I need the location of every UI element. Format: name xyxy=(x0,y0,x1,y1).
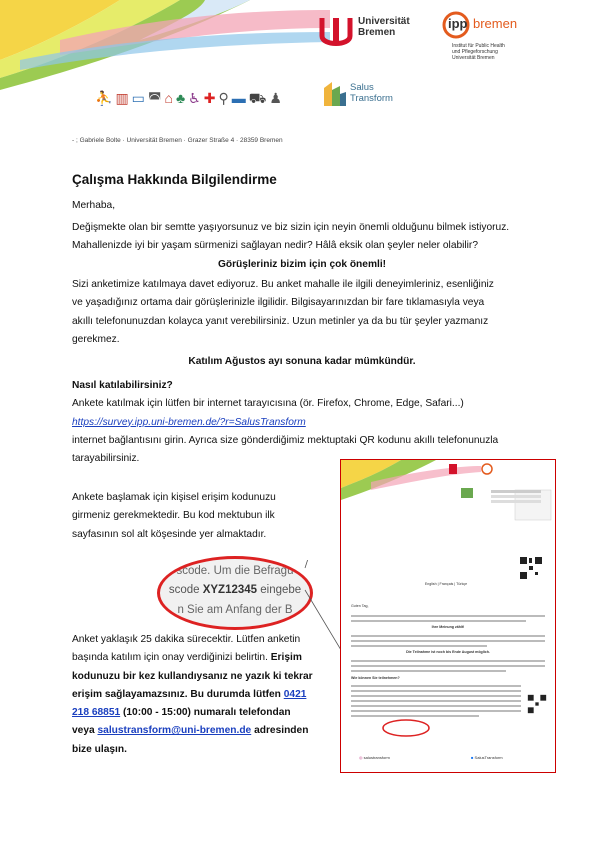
ipp-bremen-logo xyxy=(440,10,560,70)
contact-email-link[interactable]: salustransform@uni-bremen.de xyxy=(97,725,252,737)
duration-line-6-suffix: adresinden xyxy=(251,725,309,737)
intro-paragraph xyxy=(72,219,532,274)
ipp-name: ipp xyxy=(448,16,468,31)
people-icon: ⛹ xyxy=(95,90,113,106)
duration-line-3: kodunuzu bir kez kullandıysanız ne yazık ki tekrar xyxy=(72,670,313,682)
thumb-qr-code-2-icon xyxy=(527,694,547,714)
thumb-body-lines-4 xyxy=(351,682,521,720)
duration-line-5: (10:00 - 15:00) numaralı telefondan xyxy=(120,707,291,719)
uni-name-line-2: Bremen xyxy=(358,27,396,38)
deadline-statement: Katılım Ağustos ayı sonuna kadar mümkündür. xyxy=(188,356,416,367)
thumb-greeting: Guten Tag, xyxy=(351,604,369,608)
uni-bremen-emblem-icon xyxy=(318,14,354,52)
instagram-icon: ◎ xyxy=(359,755,363,760)
thumb-qr-code-icon xyxy=(519,556,543,580)
duration-line-7: bize ulaşın. xyxy=(72,743,127,755)
invitation-line-4: gerekmez. xyxy=(72,333,120,345)
thumb-center-1: Ihre Meinung zählt! xyxy=(431,625,465,629)
salus-transform-logo xyxy=(322,80,432,110)
thumb-facebook-handle xyxy=(471,756,503,760)
thumb-body-lines-1 xyxy=(351,612,545,625)
thumb-highlight-ellipse xyxy=(381,718,431,738)
opinion-statement: Görüşleriniz bizim için çok önemli! xyxy=(217,258,387,270)
thumb-how-heading: Wie können Sie teilnehmen? xyxy=(351,676,400,680)
train-icon: ▬ xyxy=(231,90,246,106)
activity-icons-row xyxy=(95,68,282,106)
how-to-line-2: internet bağlantısını girin. Ayrıca size gönderdiğimiz mektuptaki QR kodunu akıllı telefonunuzla xyxy=(72,434,499,446)
zoom-access-code: XYZ12345 xyxy=(202,584,258,596)
access-code-line-1: Ankete başlamak için kişisel erişim kodunuzu xyxy=(72,492,276,503)
ipp-name-bremen: bremen xyxy=(473,16,518,31)
duration-line-1: Anket yaklaşık 25 dakika sürecektir. Lütfen anketin xyxy=(72,634,301,645)
intro-line-2: Mahallenizde iyi bir yaşam sürmenizi sağlayan nedir? Hâlâ eksik olan şeyler neler olabilir? xyxy=(72,240,478,252)
thumb-instagram-handle xyxy=(359,756,390,760)
walker-icon: ♿ xyxy=(188,90,201,106)
building-icon: ▥ xyxy=(115,90,129,106)
access-code-paragraph xyxy=(72,489,332,544)
duration-line-6-prefix: veya xyxy=(72,725,98,737)
greeting: Merhaba, xyxy=(72,200,116,211)
uni-bremen-logo xyxy=(318,14,428,54)
how-to-section xyxy=(72,377,532,468)
survey-link[interactable]: https://survey.ipp.uni-bremen.de/?r=SalusTransform xyxy=(72,416,306,428)
thumb-center-2: Die Teilnahme ist noch bis Ende August möglich. xyxy=(406,650,490,654)
zoom-line-2-suffix: eingebe xyxy=(257,584,302,596)
how-to-line-1: Ankete katılmak için lütfen bir internet tarayıcısına (ör. Firefox, Chrome, Edge, Safari...) xyxy=(72,398,464,410)
tree-icon: ♣ xyxy=(175,90,186,106)
ipp-subtitle-1: Institut für Public Health xyxy=(452,43,505,49)
facebook-icon: ■ xyxy=(471,755,474,760)
shopping-cart-icon: ⛟ xyxy=(248,90,267,106)
thumb-footer-right: SalusTransform xyxy=(474,755,503,760)
duration-line-4: erişim sağlayamazsınız. Bu durumda lütfen xyxy=(72,688,284,700)
intro-line-1: Değişmekte olan bir semtte yaşıyorsunuz ve biz sizin için neyin önemli olduğunu bilmek istiyoruz. xyxy=(72,222,510,233)
uni-name-line-1: Universität xyxy=(358,16,410,27)
phone-number-part-1[interactable]: 0421 xyxy=(283,688,307,700)
salus-name-2: Transform xyxy=(350,93,393,104)
how-to-heading: Nasıl katılabilirsiniz? xyxy=(72,380,173,391)
bicycle-icon: ⚲ xyxy=(218,90,229,106)
thumb-languages: English | Français | Türkçe xyxy=(424,582,468,586)
thumb-address-block xyxy=(491,488,541,505)
duration-paragraph xyxy=(72,631,332,759)
how-to-line-3: tarayabilirsiniz. xyxy=(72,453,140,465)
medical-cross-icon: ✚ xyxy=(203,90,216,106)
duration-line-2: başında katılım için onay verdiğinizi belirtin. xyxy=(72,652,271,664)
salus-name-1: Salus xyxy=(350,82,374,93)
duration-line-2-bold: Erişim xyxy=(270,652,302,664)
zoom-line-2-prefix: scode xyxy=(168,584,203,596)
thumb-body-lines-3 xyxy=(351,657,545,675)
access-code-zoom xyxy=(157,556,313,630)
invitation-paragraph xyxy=(72,276,532,349)
thumb-body-lines-2 xyxy=(351,632,545,650)
thumb-footer-left: salustransform xyxy=(363,755,390,760)
sender-address-line: - ; Gabriele Bolte · Universität Bremen · Grazer Straße 4 · 28359 Bremen xyxy=(72,137,283,144)
zoom-line-3: n Sie am Anfang der B xyxy=(177,604,293,616)
person-icon: ♟ xyxy=(269,90,282,106)
page-title: Çalışma Hakkında Bilgilendirme xyxy=(72,172,277,187)
zoom-line-1: scode. Um die Befragu xyxy=(176,565,294,577)
house-icon: ⌂ xyxy=(164,90,173,106)
access-code-line-2: girmeniz gerekmektedir. Bu kod mektubun ilk xyxy=(72,510,275,522)
bus-icon: ▭ xyxy=(131,90,145,106)
phone-number-part-2[interactable]: 218 68851 xyxy=(72,707,121,719)
invitation-line-2: ve yaşadığınız ortama dair görüşlerinizle ilgilidir. Bilgisayarınızdan bir fare tıklamasıyla veya xyxy=(72,297,485,309)
ipp-subtitle-2: und Pflegeforschung xyxy=(452,49,498,55)
letter-thumbnail xyxy=(340,459,556,773)
invitation-line-1: Sizi anketimize katılmaya davet ediyoruz. Bu anket mahalle ile ilgili deneyimleriniz, esenliğiniz xyxy=(72,279,494,290)
invitation-line-3: akıllı telefonunuzdan kolayca yanıt verebilirsiniz. Uzun metinler ya da bu tür şeyler yazmanız xyxy=(72,315,489,327)
ipp-subtitle-3: Universität Bremen xyxy=(452,55,495,61)
salus-emblem-icon xyxy=(322,80,348,108)
car-icon: ◚ xyxy=(147,90,162,106)
access-code-line-3: sayfasının sol alt köşesinde yer almaktadır. xyxy=(72,528,267,540)
